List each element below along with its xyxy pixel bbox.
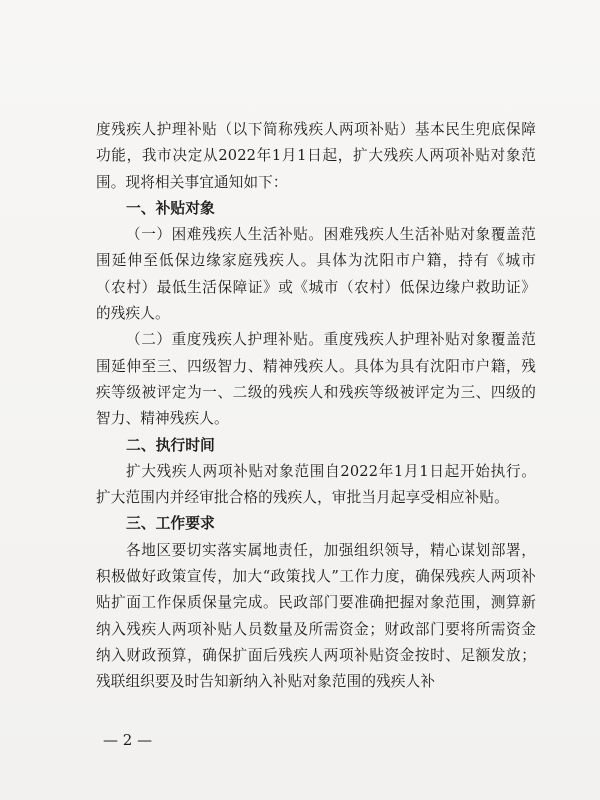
- section-heading-subsidy-objects: 一、补贴对象: [126, 199, 215, 217]
- paragraph-living-subsidy: （一）困难残疾人生活补贴。困难残疾人生活补贴对象覆盖范围延伸至低保边缘家庭残疾人。具体为沈阳市户籍，持有《城市（农村）最低生活保障证》或《城市（农村）低保边缘户救助证》的残疾人。: [96, 226, 536, 323]
- paragraph-nursing-subsidy: （二）重度残疾人护理补贴。重度残疾人护理补贴对象覆盖范围延伸至三、四级智力、精神残疾人。具体为具有沈阳市户籍，残疾等级被评定为一、二级的残疾人和残疾等级被评定为三、四级的智力、精神残疾人。: [96, 331, 536, 428]
- document-body: [96, 117, 536, 696]
- page-number: — 2 —: [103, 731, 153, 749]
- intro-paragraph: 度残疾人护理补贴（以下简称残疾人两项补贴）基本民生兜底保障功能，我市决定从2022年1月1日起，扩大残疾人两项补贴对象范围。现将相关事宜通知如下：: [96, 121, 536, 191]
- paragraph-work-requirements: 各地区要切实落实属地责任，加强组织领导，精心谋划部署，积极做好政策宣传，加大“政策找人”工作力度，确保残疾人两项补贴扩面工作保质保量完成。民政部门要准确把握对象范围，测算新纳入残疾人两项补贴人员数量及所需资金；财政部门要将所需资金纳入财政预算，确保扩面后残疾人两项补贴资金按时、足额发放；残联组织要及时告知新纳入补贴对象范围的残疾人补: [96, 541, 536, 691]
- section-heading-work-requirements: 三、工作要求: [126, 515, 215, 533]
- section-heading-execution-time: 二、执行时间: [126, 436, 215, 454]
- paragraph-execution-time: 扩大残疾人两项补贴对象范围自2022年1月1日起开始执行。扩大范围内并经审批合格的残疾人，审批当月起享受相应补贴。: [96, 462, 536, 507]
